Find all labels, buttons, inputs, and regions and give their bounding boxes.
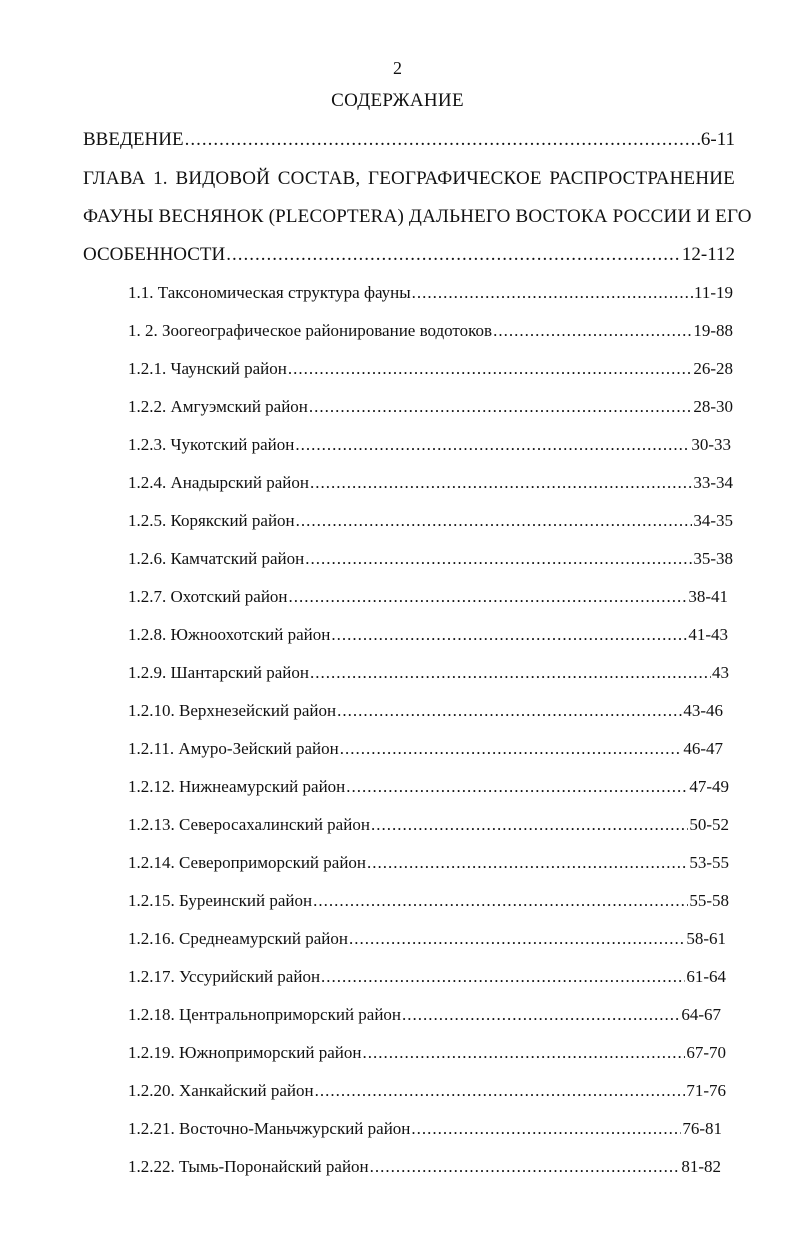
toc-entry [128,891,729,911]
toc-entry-pages: 30-33 [691,435,731,454]
toc-entry [128,777,729,797]
toc-entry-pages: 33-34 [693,473,733,492]
toc-entry [128,1119,722,1139]
toc-entry-label: 1.2.3. Чукотский район [128,435,295,454]
toc-entry-pages: 64-67 [681,1005,721,1024]
toc-entry-pages: 34-35 [693,511,733,530]
toc-leader [493,321,692,341]
page-number: 2 [393,58,402,78]
toc-entry [128,587,728,607]
toc-leader [412,283,693,303]
toc-entry-pages: 53-55 [689,853,729,872]
toc-entry-label: 1.2.15. Буреинский район [128,891,313,910]
toc-entry-pages: 41-43 [688,625,728,644]
toc-entry [128,435,731,455]
toc-leader [310,473,692,493]
toc-leader [289,587,688,607]
toc-entry-label: 1.2.7. Охотский район [128,587,288,606]
toc-entry-label: 1.2.18. Центральноприморский район [128,1005,402,1024]
toc-entry-pages: 35-38 [693,549,733,568]
toc-entry-label: 1.2.5. Корякский район [128,511,295,530]
toc-leader [305,549,692,569]
toc-leader [185,129,700,151]
page-title: СОДЕРЖАНИЕ [331,90,464,111]
toc-entry [128,1081,726,1101]
toc-entry [128,967,726,987]
toc-entry-pages: 71-76 [686,1081,726,1100]
toc-leader [310,663,711,683]
toc-entry-label: 1.2.20. Ханкайский район [128,1081,314,1100]
toc-entry [128,815,729,835]
toc-entry-label: 1.2.21. Восточно-Маньчжурский район [128,1119,411,1138]
toc-entry [128,283,733,303]
toc-entry [128,549,733,569]
toc-entry-pages: 28-30 [693,397,733,416]
toc-entry [128,397,733,417]
toc-chapter1-pages: 12-112 [681,244,735,265]
toc-entry-pages: 19-88 [693,321,733,340]
toc-entry [128,739,723,759]
toc-leader [349,929,685,949]
toc-chapter1-line1: ГЛАВА 1. ВИДОВОЙ СОСТАВ, ГЕОГРАФИЧЕСКОЕ РАСПРОСТРАНЕНИЕ [83,168,735,189]
toc-entry [128,511,733,531]
toc-entry-label: 1.2.9. Шантарский район [128,663,309,682]
toc-entry-label: 1.2.22. Тымь-Поронайский район [128,1157,369,1176]
toc-intro-pages: 6-11 [700,129,735,150]
toc-entry-pages: 76-81 [682,1119,722,1138]
toc-entry-label: 1.2.8. Южноохотский район [128,625,331,644]
toc-entry-pages: 38-41 [688,587,728,606]
toc-entry-label: 1.2.2. Амгуэмский район [128,397,308,416]
toc-entry-label: 1.2.17. Уссурийский район [128,967,321,986]
toc-entry-pages: 61-64 [686,967,726,986]
toc-entry-pages: 46-47 [683,739,723,758]
toc-entry [128,625,728,645]
toc-entry-label: 1.2.13. Северосахалинский район [128,815,370,834]
toc-entry-label: 1.2.6. Камчатский район [128,549,305,568]
toc-entry-label: 1.2.19. Южноприморский район [128,1043,362,1062]
toc-leader [337,701,682,721]
toc-entry-pages: 50-52 [689,815,729,834]
toc-leader [340,739,683,759]
toc-entry-label: 1.2.4. Анадырский район [128,473,309,492]
toc-entry-label: 1.2.12. Нижнеамурский район [128,777,346,796]
toc-entry-pages: 55-58 [689,891,729,910]
toc-chapter1-line2: ФАУНЫ ВЕСНЯНОК (PLECOPTERA) ДАЛЬНЕГО ВОСТОКА РОССИИ И ЕГО [83,206,752,227]
toc-entry-label: 1.2.1. Чаунский район [128,359,287,378]
toc-entry-pages: 67-70 [686,1043,726,1062]
toc-entry [128,1005,721,1025]
toc-leader [309,397,692,417]
toc-entry-label: 1.2.14. Североприморский район [128,853,367,872]
toc-leader [313,891,688,911]
toc-leader [362,1043,685,1063]
toc-leader [370,1157,681,1177]
toc-entry-pages: 43-46 [683,701,723,720]
toc-leader [321,967,685,987]
toc-leader [346,777,688,797]
toc-entry-label: 1.2.16. Среднеамурский район [128,929,348,948]
toc-entry-pages: 43 [712,663,729,682]
toc-entry [128,473,733,493]
toc-intro-label: ВВЕДЕНИЕ [83,129,184,150]
toc-entry [128,1157,721,1177]
toc-leader [411,1119,681,1139]
toc-entry-label: 1. 2. Зоогеографическое районирование водотоков [128,321,493,340]
toc-chapter1-line3 [83,244,735,266]
toc-leader [295,435,690,455]
toc-entry [128,853,729,873]
toc-leader [315,1081,686,1101]
toc-leader [371,815,688,835]
toc-entry [128,359,733,379]
toc-entry [128,1043,726,1063]
toc-leader [296,511,693,531]
toc-entry-label: 1.2.11. Амуро-Зейский район [128,739,339,758]
toc-entry [128,929,726,949]
toc-chapter1-label: ОСОБЕННОСТИ [83,244,226,265]
toc-entry-pages: 81-82 [681,1157,721,1176]
toc-entry-label: 1.2.10. Верхнезейский район [128,701,337,720]
toc-entry [128,701,723,721]
toc-entry-pages: 58-61 [686,929,726,948]
toc-entry-pages: 26-28 [693,359,733,378]
toc-entry [128,663,729,683]
toc-entry-label: 1.1. Таксономическая структура фауны [128,283,411,302]
toc-intro [83,129,735,151]
toc-leader [331,625,687,645]
toc-entry-pages: 47-49 [689,777,729,796]
toc-leader [402,1005,680,1025]
toc-leader [226,244,681,266]
toc-leader [367,853,688,873]
toc-entry-pages: 11-19 [693,283,733,302]
toc-entry [128,321,733,341]
toc-leader [288,359,693,379]
